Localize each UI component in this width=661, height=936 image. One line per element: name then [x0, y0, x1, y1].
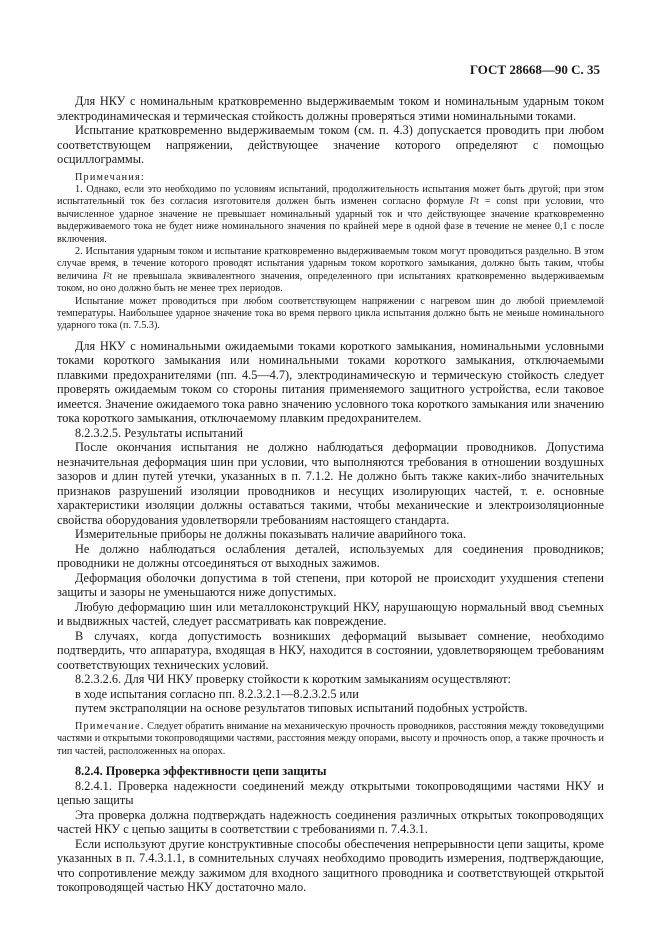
paragraph-rated-currents: Для НКУ с номинальным кратковременно выдерживаемым током и номинальным ударным током электродинамическая и термическая стойкость должны проверяться этими номинальными токами. [57, 94, 604, 123]
single-note: Примечание. Следует обратить внимание на механическую прочность проводников, расстояния между токоведущими частями и открытыми токопроводящими частями, расстояния между опорами, высоту и прочность опор, а также прочность и тип частей, расположенных на опорах. [57, 720, 604, 757]
formula-i2t: I²t [469, 196, 479, 208]
page-content [57, 94, 604, 895]
section-8-2-4-title: 8.2.4. Проверка эффективности цепи защиты [75, 764, 327, 778]
paragraph-results-5: Любую деформацию шин или металлоконструкций НКУ, нарушающую нормальный ввод съемных и выдвижных частей, следует рассматривать как повреждение. [57, 599, 604, 629]
paragraph-check-2: Если используют другие конструктивные способы обеспечения непрерывности цепи защиты, кроме указанных в п. 7.4.3.1.1, в сомнительных случаях необходимо проводить измерения, подтверждающие, что сопротивление между зажимом для входного защитного проводника и соответствующей открытой токопроводящей частью НКУ достаточно мало. [57, 836, 604, 894]
note-2: 2. Испытания ударным током и испытание кратковременно выдерживаемым током могут проводиться раздельно. В этом случае время, в течение которого проводят испытания ударным током короткого замыкания, должно быть таким, чтобы величина I²t не превышала эквивалентного значения, определенного при испытаниях кратковременно выдерживаемым током, но оно должно быть не менее трех периодов. [57, 245, 604, 295]
note-1: 1. Однако, если это необходимо по условиям испытаний, продолжительность испытания может быть другой; при этом испытательный ток без согласия изготовителя должен быть изменен согласно формуле I²t = const при условии, что вычисленное ударное значение не превышает номинальный ударный ток и что действующее значение кратковременно выдерживаемого тока не будет ниже номинального значения по крайней мере в одной фазе в течение не менее 0,1 с после включения. [57, 183, 604, 245]
paragraph-short-time-test: Испытание кратковременно выдерживаемым током (см. п. 4.3) допускается проводить при любом соответствующем напряжении, действующее значение которого определяют с помощью осциллограммы. [57, 123, 604, 166]
paragraph-results-3: Не должно наблюдаться ослабления деталей, используемых для соединения проводников; проводники не должны отсоединяться от выходных зажимов. [57, 541, 604, 571]
paragraph-prospective-currents: Для НКУ с номинальными ожидаемыми токами короткого замыкания, номинальными условными токами короткого замыкания или номинальными токами короткого замыкания, отключаемыми плавкими предохранителями (пп. 4.5—4.7), электродинамическую и термическую стойкость следует проверять ожидаемым током со стороны питания применяемого защитного устройства, если таковое имеется. Значение ожидаемого тока равно значению условного тока короткого замыкания или значению тока короткого замыкания, отключаемому плавким предохранителем. [57, 338, 604, 426]
note-3: Испытание может проводиться при любом соответствующем напряжении с нагревом шин до любой приемлемой температуры. Наибольшее ударное значение тока во время первого цикла испытания должно быть не меньше номинального ударного тока (п. 7.5.3). [57, 295, 604, 332]
section-8-2-3-2-5-title: 8.2.3.2.5. Результаты испытаний [75, 425, 243, 440]
method-extrapolation: путем экстраполяции на основе результатов типовых испытаний подобных устройств. [75, 701, 528, 716]
notes-heading: Примечания: [75, 171, 145, 183]
page-header: ГОСТ 28668—90 С. 35 [469, 62, 600, 77]
section-8-2-4-1: 8.2.4.1. Проверка надежности соединений между открытыми токопроводящими частями НКУ и цепью защиты [57, 778, 604, 807]
paragraph-results-1: После окончания испытания не должно наблюдаться деформации проводников. Допустима незначительная деформация шин при условии, что выполняются требования в отношении воздушных зазоров и длин путей утечки, указанных в п. 7.1.2. Не должно быть также каких-либо значительных признаков разрушений изоляции проводников и несущих изолирующих частей, т. е. основные характеристики изоляции должны оставаться такими, чтобы механические и электроизоляционные свойства оборудования удовлетворяли требованиям настоящего стандарта. [57, 440, 604, 527]
method-test: в ходе испытания согласно пп. 8.2.3.2.1—8.2.3.2.5 или [75, 686, 359, 701]
paragraph-results-6: В случаях, когда допустимость возникших деформаций вызывает сомнение, необходимо подтвердить, что аппаратура, входящая в НКУ, находится в состоянии, удовлетворяющем требованиям соответствующих технических условий. [57, 628, 604, 672]
formula-i2t: I²t [102, 270, 113, 282]
paragraph-check-1: Эта проверка должна подтверждать надежность соединения различных открытых токопроводящих частей НКУ с цепью защиты в соответствии с требованиями п. 7.4.3.1. [57, 807, 604, 836]
paragraph-results-4: Деформация оболочки допустима в той степени, при которой не происходит ухудшения степени защиты и зазоры не уменьшаются ниже допустимых. [57, 570, 604, 600]
section-8-2-3-2-6: 8.2.3.2.6. Для ЧИ НКУ проверку стойкости к коротким замыканиям осуществляют: [75, 672, 511, 687]
paragraph-results-2: Измерительные приборы не должны показывать наличие аварийного тока. [75, 527, 466, 542]
